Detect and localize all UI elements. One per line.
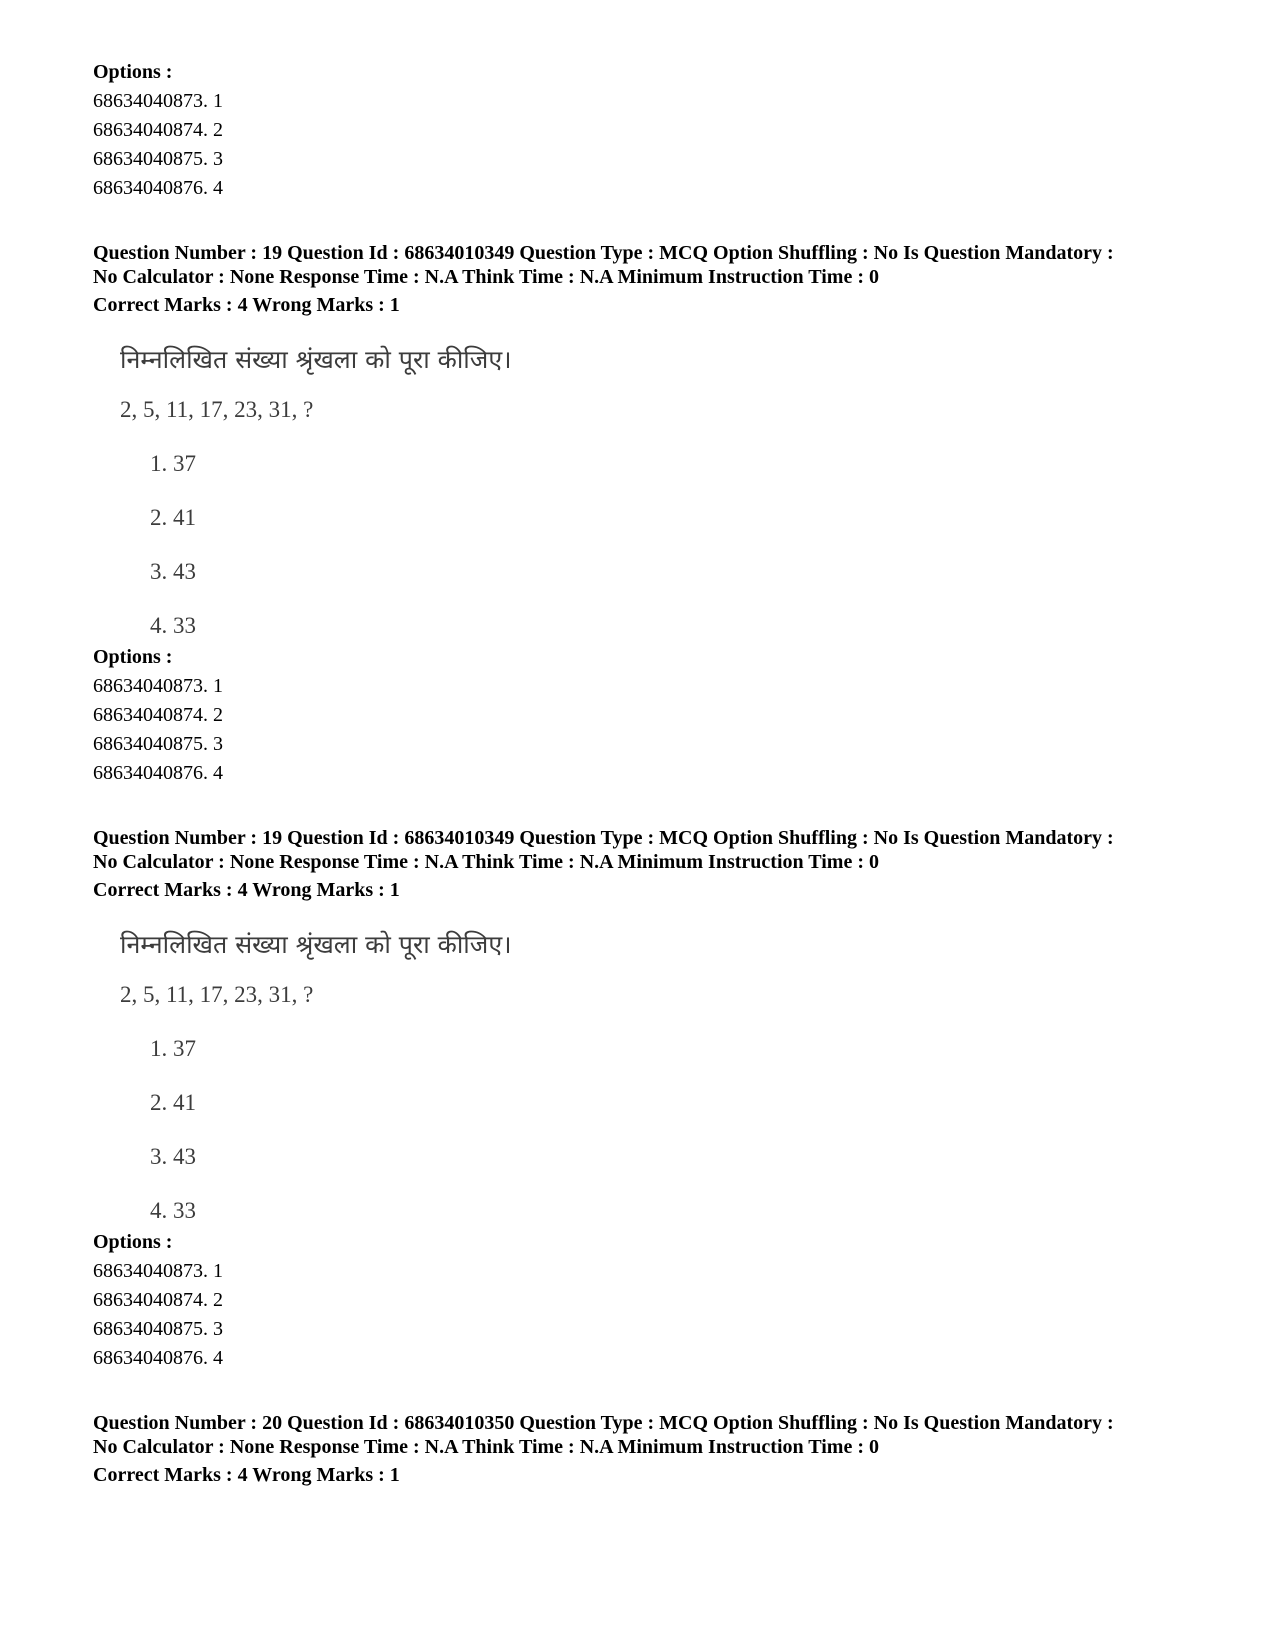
question-header bbox=[93, 1411, 1203, 1459]
option-line: 68634040875. 3 bbox=[93, 148, 223, 170]
question-marks: Correct Marks : 4 Wrong Marks : 1 bbox=[93, 1464, 400, 1486]
question-block bbox=[93, 826, 1203, 1373]
option-line: 68634040876. 4 bbox=[93, 1347, 223, 1369]
question-image bbox=[120, 343, 1203, 643]
options-block bbox=[93, 643, 1203, 788]
option-line: 68634040875. 3 bbox=[93, 733, 223, 755]
question-text-hindi: निम्नलिखित संख्या श्रृंखला को पूरा कीजिए। bbox=[120, 930, 512, 959]
question-choice: 3. 43 bbox=[150, 1144, 196, 1169]
question-choice: 2. 41 bbox=[150, 1090, 196, 1115]
question-choice: 1. 37 bbox=[150, 1036, 196, 1061]
question-choice: 1. 37 bbox=[150, 451, 196, 476]
question-image bbox=[120, 928, 1203, 1228]
question-header bbox=[93, 241, 1203, 289]
question-text-hindi: निम्नलिखित संख्या श्रृंखला को पूरा कीजिए। bbox=[120, 345, 512, 374]
question-choice: 4. 33 bbox=[150, 1198, 196, 1223]
options-title: Options : bbox=[93, 646, 173, 668]
question-block bbox=[93, 1411, 1203, 1487]
question-series: 2, 5, 11, 17, 23, 31, ? bbox=[120, 397, 314, 422]
question-series: 2, 5, 11, 17, 23, 31, ? bbox=[120, 982, 314, 1007]
option-line: 68634040873. 1 bbox=[93, 675, 223, 697]
option-line: 68634040874. 2 bbox=[93, 704, 223, 726]
question-header-line: No Calculator : None Response Time : N.A Think Time : N.A Minimum Instruction Time : 0 bbox=[93, 851, 879, 873]
question-marks: Correct Marks : 4 Wrong Marks : 1 bbox=[93, 879, 400, 901]
question-header bbox=[93, 826, 1203, 874]
question-block bbox=[93, 241, 1203, 788]
option-line: 68634040873. 1 bbox=[93, 1260, 223, 1282]
option-line: 68634040874. 2 bbox=[93, 119, 223, 141]
question-header-line: Question Number : 20 Question Id : 68634010350 Question Type : MCQ Option Shuffling : No Is Question Mandatory : bbox=[93, 1412, 1114, 1434]
options-title: Options : bbox=[93, 1231, 173, 1253]
question-header-line: No Calculator : None Response Time : N.A Think Time : N.A Minimum Instruction Time : 0 bbox=[93, 266, 879, 288]
option-line: 68634040876. 4 bbox=[93, 177, 223, 199]
options-block bbox=[93, 58, 1203, 203]
question-marks: Correct Marks : 4 Wrong Marks : 1 bbox=[93, 294, 400, 316]
question-header-line: No Calculator : None Response Time : N.A Think Time : N.A Minimum Instruction Time : 0 bbox=[93, 1436, 879, 1458]
question-choice: 4. 33 bbox=[150, 613, 196, 638]
option-line: 68634040875. 3 bbox=[93, 1318, 223, 1340]
question-header-line: Question Number : 19 Question Id : 68634010349 Question Type : MCQ Option Shuffling : No Is Question Mandatory : bbox=[93, 242, 1114, 264]
question-choice: 2. 41 bbox=[150, 505, 196, 530]
question-header-line: Question Number : 19 Question Id : 68634010349 Question Type : MCQ Option Shuffling : No Is Question Mandatory : bbox=[93, 827, 1114, 849]
option-line: 68634040876. 4 bbox=[93, 762, 223, 784]
option-line: 68634040874. 2 bbox=[93, 1289, 223, 1311]
option-line: 68634040873. 1 bbox=[93, 90, 223, 112]
options-block bbox=[93, 1228, 1203, 1373]
options-title: Options : bbox=[93, 61, 173, 83]
question-choice: 3. 43 bbox=[150, 559, 196, 584]
document-page bbox=[93, 58, 1203, 1487]
